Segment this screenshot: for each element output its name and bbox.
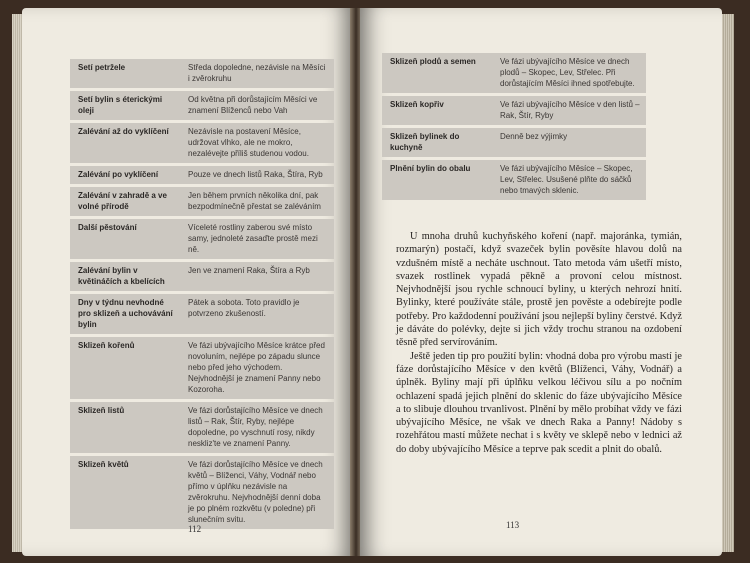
activity-cell: Zalévání po vyklíčení (70, 166, 180, 184)
table-row (70, 456, 334, 529)
table-row (70, 337, 334, 399)
herb-calendar-table-left (70, 56, 334, 532)
timing-cell: Pouze ve dnech listů Raka, Štíra, Ryb (180, 166, 334, 184)
timing-cell: Pátek a sobota. Toto pravidlo je potvrzeno zkušeností. (180, 294, 334, 334)
activity-cell: Sklizeň kopřiv (382, 96, 492, 125)
activity-cell: Sklizeň plodů a semen (382, 53, 492, 93)
right-page (360, 8, 722, 556)
timing-cell: Ve fázi ubývajícího Měsíce ve dnech plodů – Skopec, Lev, Střelec. Při dorůstajícím Měsíci ihned spotřebujte. (492, 53, 646, 93)
table-row (382, 53, 646, 93)
table-row (70, 219, 334, 259)
page-edges-right (720, 14, 734, 552)
activity-cell: Setí petržele (70, 59, 180, 88)
timing-cell: Od května při dorůstajícím Měsíci ve znamení Blíženců nebo Vah (180, 91, 334, 120)
page-number-left: 112 (188, 524, 202, 534)
table-row (70, 294, 334, 334)
paragraph-drying: U mnoha druhů kuchyňského koření (např. majoránka, tymián, rozmarýn) postačí, když svazeček bylin pověsíte hlavou dolů na vzdušném místě a necháte uschnout. Tato metoda vám ušetří místo, svazek rostlinek vypadá pěkně a provoní celou místnost. Nejvhodnější jsou rychle schnoucí byliny, u kterých nehrozí hnití. Bylinky, které používáte stále, prostě jen pověste a odebírejte podle potřeby. Pro každodenní používání jsou nejlepší byliny čerstvé. Když je dáváte do polévky, dejte si jich vždy trochu stranou na ozdobení těsně před servírováním. (396, 231, 682, 349)
activity-cell: Sklizeň kořenů (70, 337, 180, 399)
timing-cell: Ve fázi ubývajícího Měsíce v den listů – Rak, Štír, Ryby (492, 96, 646, 125)
timing-cell: Jen během prvních několika dní, pak bezpodmínečně přestat se zaléváním (180, 187, 334, 216)
table-row (70, 59, 334, 88)
table-row (382, 96, 646, 125)
timing-cell: Víceleté rostliny zaberou své místo samy, jednoleté zasaďte prostě mezi ně. (180, 219, 334, 259)
timing-cell: Jen ve znamení Raka, Štíra a Ryb (180, 262, 334, 291)
table-row (70, 402, 334, 453)
table-row (382, 128, 646, 157)
activity-cell: Dny v týdnu nevhodné pro sklizeň a uchovávání bylin (70, 294, 180, 334)
activity-cell: Sklizeň květů (70, 456, 180, 529)
activity-cell: Setí bylin s éterickými oleji (70, 91, 180, 120)
activity-cell: Zalévání bylin v květináčích a kbelících (70, 262, 180, 291)
timing-cell: Ve fázi ubývajícího Měsíce krátce před novoluním, nejlépe po západu slunce nebo před jeho východem. Nejvhodnější je znamení Panny nebo Kozoroha. (180, 337, 334, 399)
timing-cell: Ve fázi ubývajícího Měsíce – Skopec, Lev, Střelec. Usušené plňte do sáčků nebo tmavých sklenic. (492, 160, 646, 200)
herb-calendar-table-right (382, 50, 646, 203)
table-row (382, 160, 646, 200)
body-text (396, 230, 682, 456)
timing-cell: Denně bez výjimky (492, 128, 646, 157)
activity-cell: Sklizeň listů (70, 402, 180, 453)
timing-cell: Nezávisle na postavení Měsíce, udržovat vlhko, ale ne mokro, nezalévejte příliš studenou vodou. (180, 123, 334, 163)
activity-cell: Sklizeň bylinek do kuchyně (382, 128, 492, 157)
table-row (70, 187, 334, 216)
timing-cell: Středa dopoledne, nezávisle na Měsíci i zvěrokruhu (180, 59, 334, 88)
activity-cell: Zalévání až do vyklíčení (70, 123, 180, 163)
activity-cell: Zalévání v zahradě a ve volné přírodě (70, 187, 180, 216)
activity-cell: Další pěstování (70, 219, 180, 259)
left-page (22, 8, 352, 556)
timing-cell: Ve fázi dorůstajícího Měsíce ve dnech listů – Rak, Štír, Ryby, nejlépe dopoledne, po vyschnutí rosy, nikdy neskliz'te ve znamení Panny. (180, 402, 334, 453)
table-row (70, 123, 334, 163)
activity-cell: Plnění bylin do obalu (382, 160, 492, 200)
table-row (70, 91, 334, 120)
table-row (70, 166, 334, 184)
page-number-right: 113 (506, 520, 520, 530)
timing-cell: Ve fázi dorůstajícího Měsíce ve dnech květů – Blíženci, Váhy, Vodnář nebo přímo v úplňku nezávisle na zvěrokruhu. Nejvhodnější denní doba je po plném rozkvětu (v poledne) při slunečním svitu. (180, 456, 334, 529)
table-row (70, 262, 334, 291)
paragraph-ointments: Ještě jeden tip pro použití bylin: vhodná doba pro výrobu mastí je fáze dorůstajícího Měsíce v den květů (Blíženci, Váhy, Vodnář) a úplněk. Byliny mají při úplňku velkou léčivou sílu a po nočním ochlazení spadá jejich plnění do sklenic do fáze ubývajícího Měsíce a to slibuje dlouhou trvanlivost. Plnění by mělo probíhat vždy ve fázi ubývajícího Měsíce, ne však ve dnech Raka a Panny! Nádoby s rozehřátou mastí můžete nechat i s květy ve sklepě nebo v lednici až do doby ubývajícího Měsíce a teprve pak scedit a plnit do obalů. (396, 350, 682, 455)
